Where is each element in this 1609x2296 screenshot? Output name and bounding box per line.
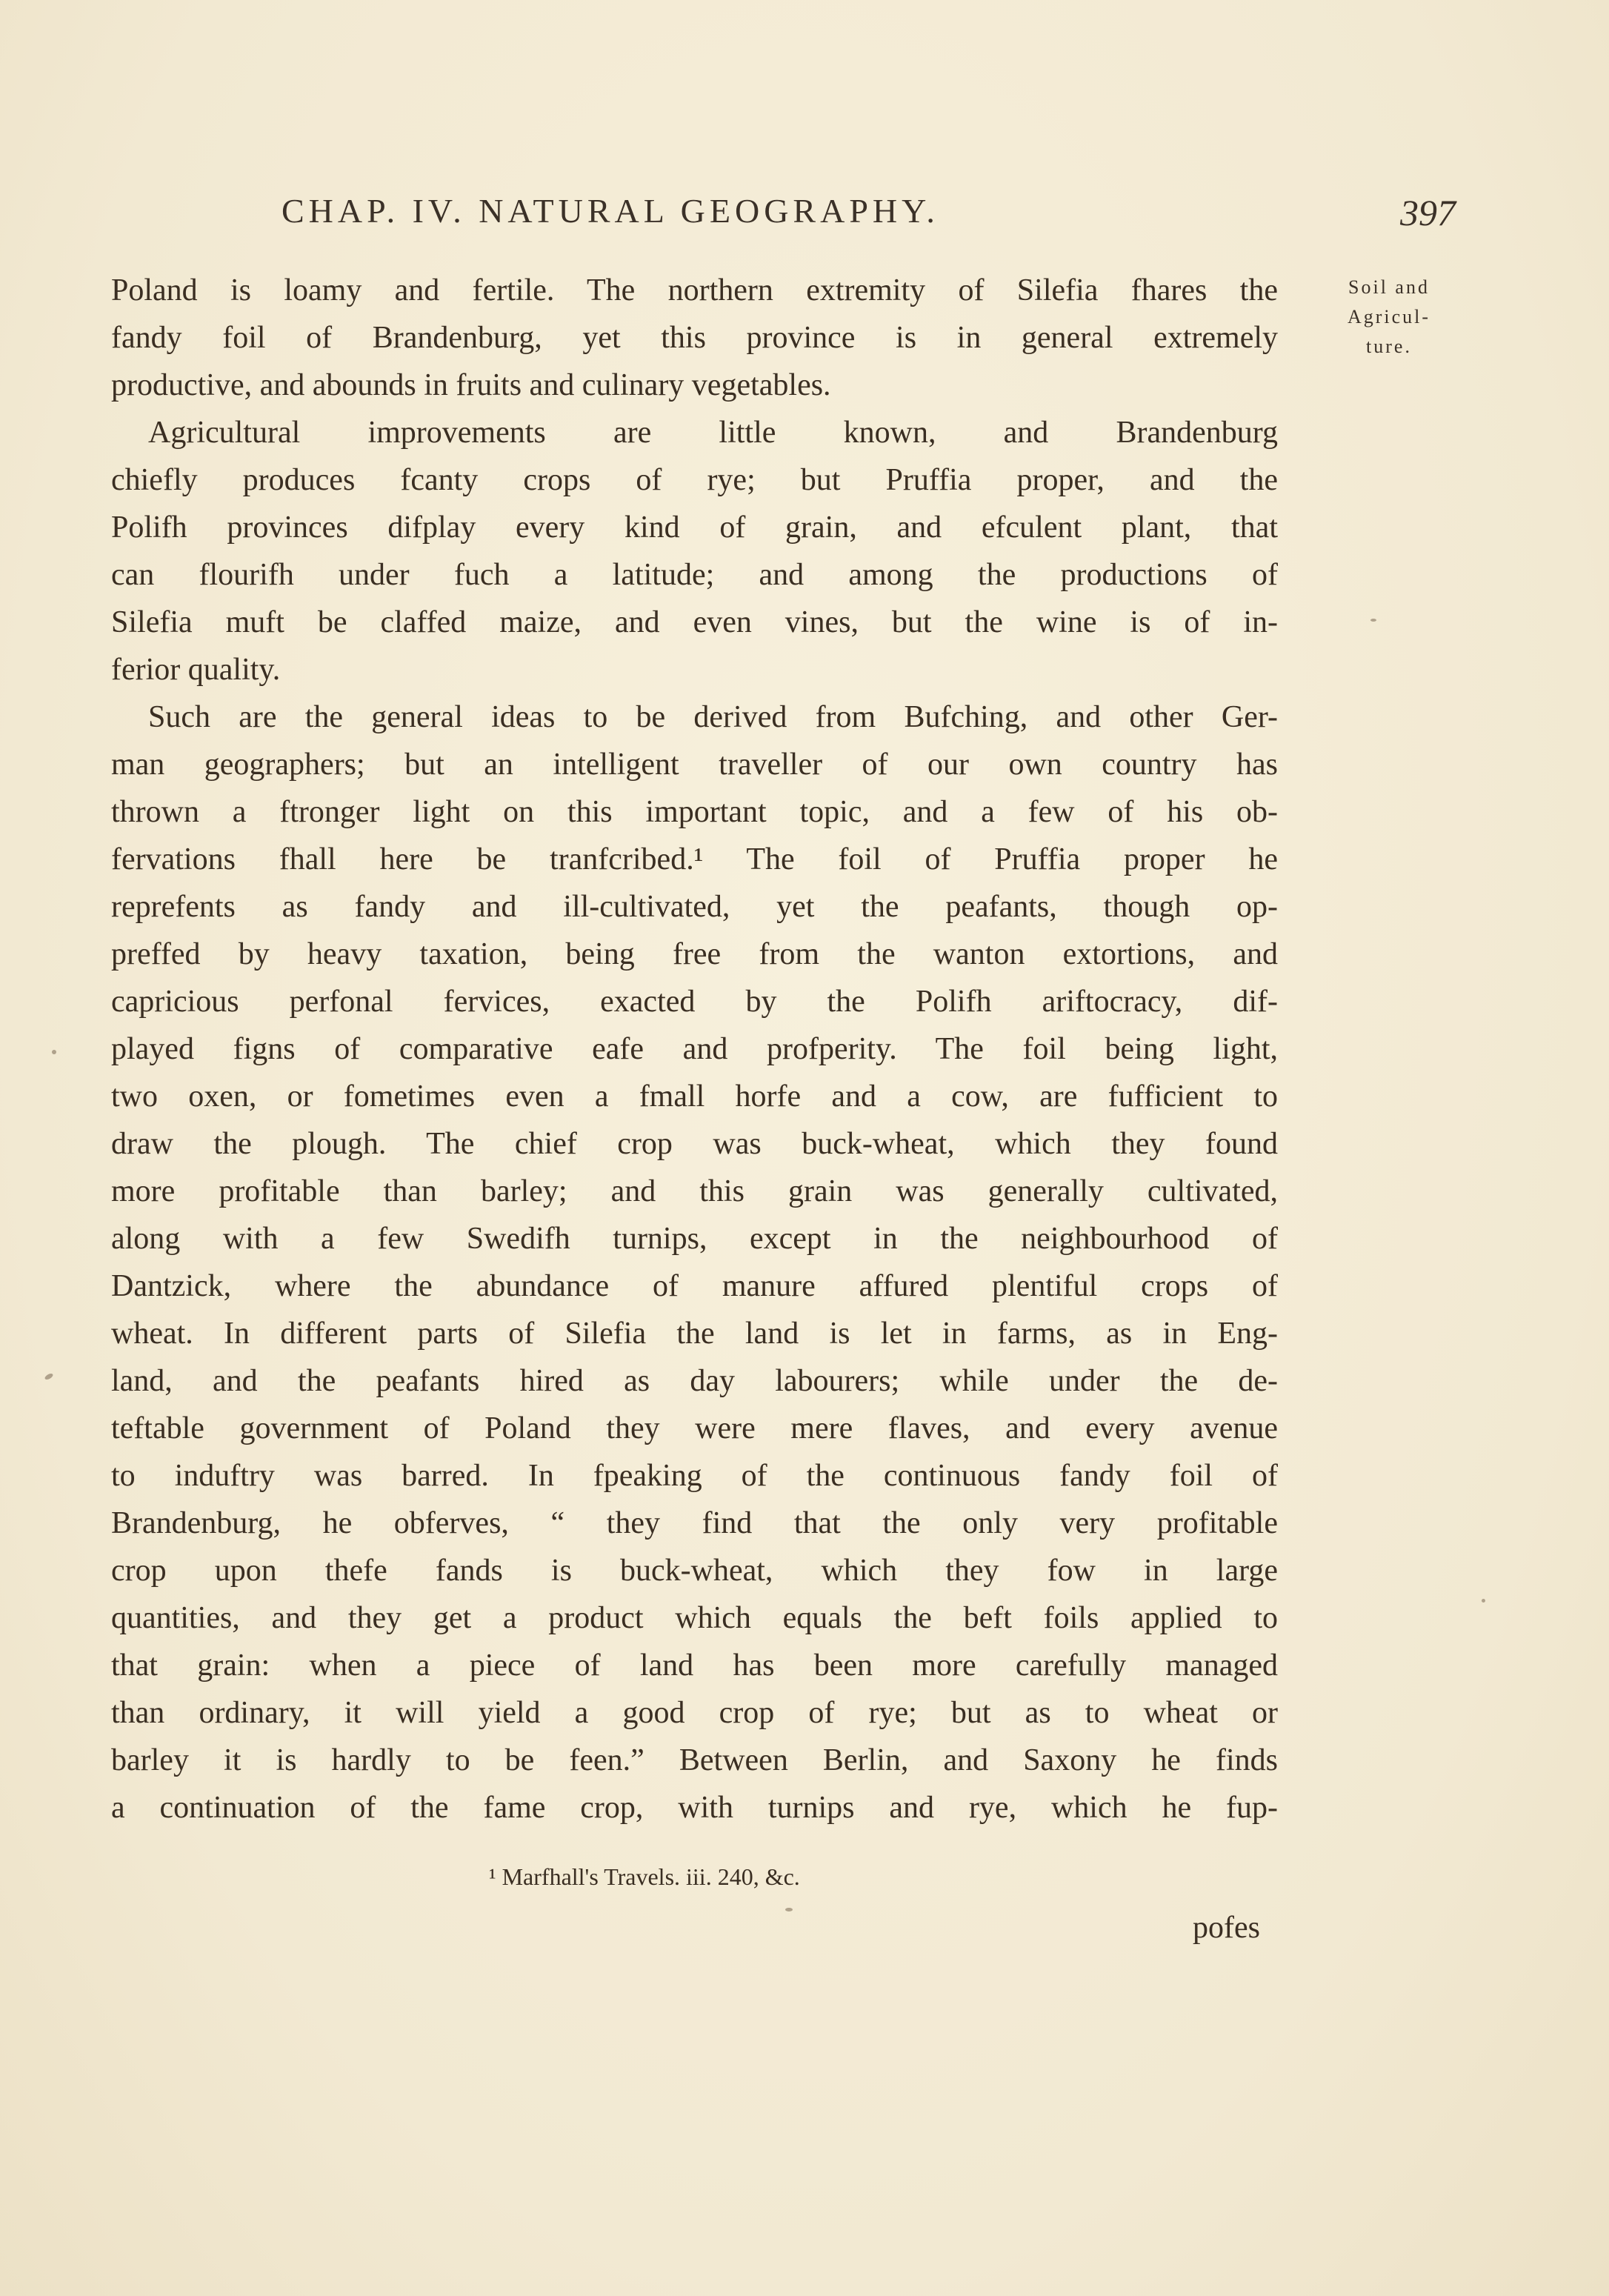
page-number: 397 (1400, 192, 1456, 233)
text-line: Polifh provinces difplay every kind of grain, and efculent plant, that (111, 510, 1278, 545)
body-text (111, 267, 1278, 1831)
text-line: to induftry was barred. In fpeaking of the continuous fandy foil of (111, 1459, 1278, 1493)
text-line: Poland is loamy and fertile. The northern extremity of Silefia fhares the (111, 273, 1278, 307)
text-line: preffed by heavy taxation, being free from the wanton extortions, and (111, 937, 1278, 971)
text-line: productive, and abounds in fruits and culinary vegetables. (111, 368, 831, 402)
text-line: quantities, and they get a product which equals the beft foils applied to (111, 1601, 1278, 1635)
text-line: draw the plough. The chief crop was buck-wheat, which they found (111, 1127, 1278, 1161)
text-line: two oxen, or fometimes even a fmall horfe and a cow, are fufficient to (111, 1079, 1278, 1114)
running-head: CHAP. IV. NATURAL GEOGRAPHY. (282, 192, 939, 230)
paper-speck (52, 1050, 56, 1054)
text-line: Such are the general ideas to be derived from Bufching, and other Ger- (148, 700, 1278, 734)
text-line: Agricultural improvements are little known, and Brandenburg (148, 416, 1278, 450)
margin-note-line-2: Agricul- (1347, 306, 1431, 327)
text-line: a continuation of the fame crop, with turnips and rye, which he fup- (111, 1791, 1278, 1825)
text-line: that grain: when a piece of land has been more carefully managed (111, 1648, 1278, 1683)
text-line: wheat. In different parts of Silefia the land is let in farms, as in Eng- (111, 1317, 1278, 1351)
text-line: thrown a ftronger light on this important topic, and a few of his ob- (111, 795, 1278, 829)
text-line: reprefents as fandy and ill-cultivated, yet the peafants, though op- (111, 890, 1278, 924)
catchword: pofes (1193, 1911, 1260, 1945)
text-line: than ordinary, it will yield a good crop of rye; but as to wheat or (111, 1696, 1278, 1730)
paper-speck (785, 1908, 793, 1911)
text-line: teftable government of Poland they were mere flaves, and every avenue (111, 1411, 1278, 1445)
paper-speck (44, 1372, 53, 1380)
paper-speck (1370, 619, 1376, 622)
text-line: Brandenburg, he obferves, “ they find that the only very profitable (111, 1506, 1278, 1540)
text-line: can flourifh under fuch a latitude; and among the productions of (111, 558, 1278, 592)
text-line: crop upon thefe fands is buck-wheat, which they fow in large (111, 1554, 1278, 1588)
footnote: ¹ Marfhall's Travels. iii. 240, &c. (489, 1863, 800, 1890)
margin-note (1315, 273, 1463, 362)
margin-note-line-3: ture. (1366, 336, 1412, 357)
text-line: capricious perfonal fervices, exacted by the Polifh ariftocracy, dif- (111, 985, 1278, 1019)
paper-speck (1482, 1599, 1485, 1603)
text-line: ferior quality. (111, 653, 281, 687)
text-line: more profitable than barley; and this grain was generally cultivated, (111, 1174, 1278, 1208)
text-line: man geographers; but an intelligent traveller of our own country has (111, 748, 1278, 782)
text-line: along with a few Swedifh turnips, except in the neighbourhood of (111, 1222, 1278, 1256)
text-line: Dantzick, where the abundance of manure affured plentiful crops of (111, 1269, 1278, 1303)
text-line: fervations fhall here be tranfcribed.¹ The foil of Pruffia proper he (111, 842, 1278, 876)
text-line: chiefly produces fcanty crops of rye; but Pruffia proper, and the (111, 463, 1278, 497)
margin-note-line-1: Soil and (1348, 276, 1430, 298)
text-line: barley it is hardly to be feen.” Between Berlin, and Saxony he finds (111, 1743, 1278, 1777)
text-line: fandy foil of Brandenburg, yet this province is in general extremely (111, 321, 1278, 355)
text-line: played figns of comparative eafe and profperity. The foil being light, (111, 1032, 1278, 1066)
text-line: Silefia muft be claffed maize, and even vines, but the wine is of in- (111, 605, 1278, 639)
text-line: land, and the peafants hired as day labourers; while under the de- (111, 1364, 1278, 1398)
